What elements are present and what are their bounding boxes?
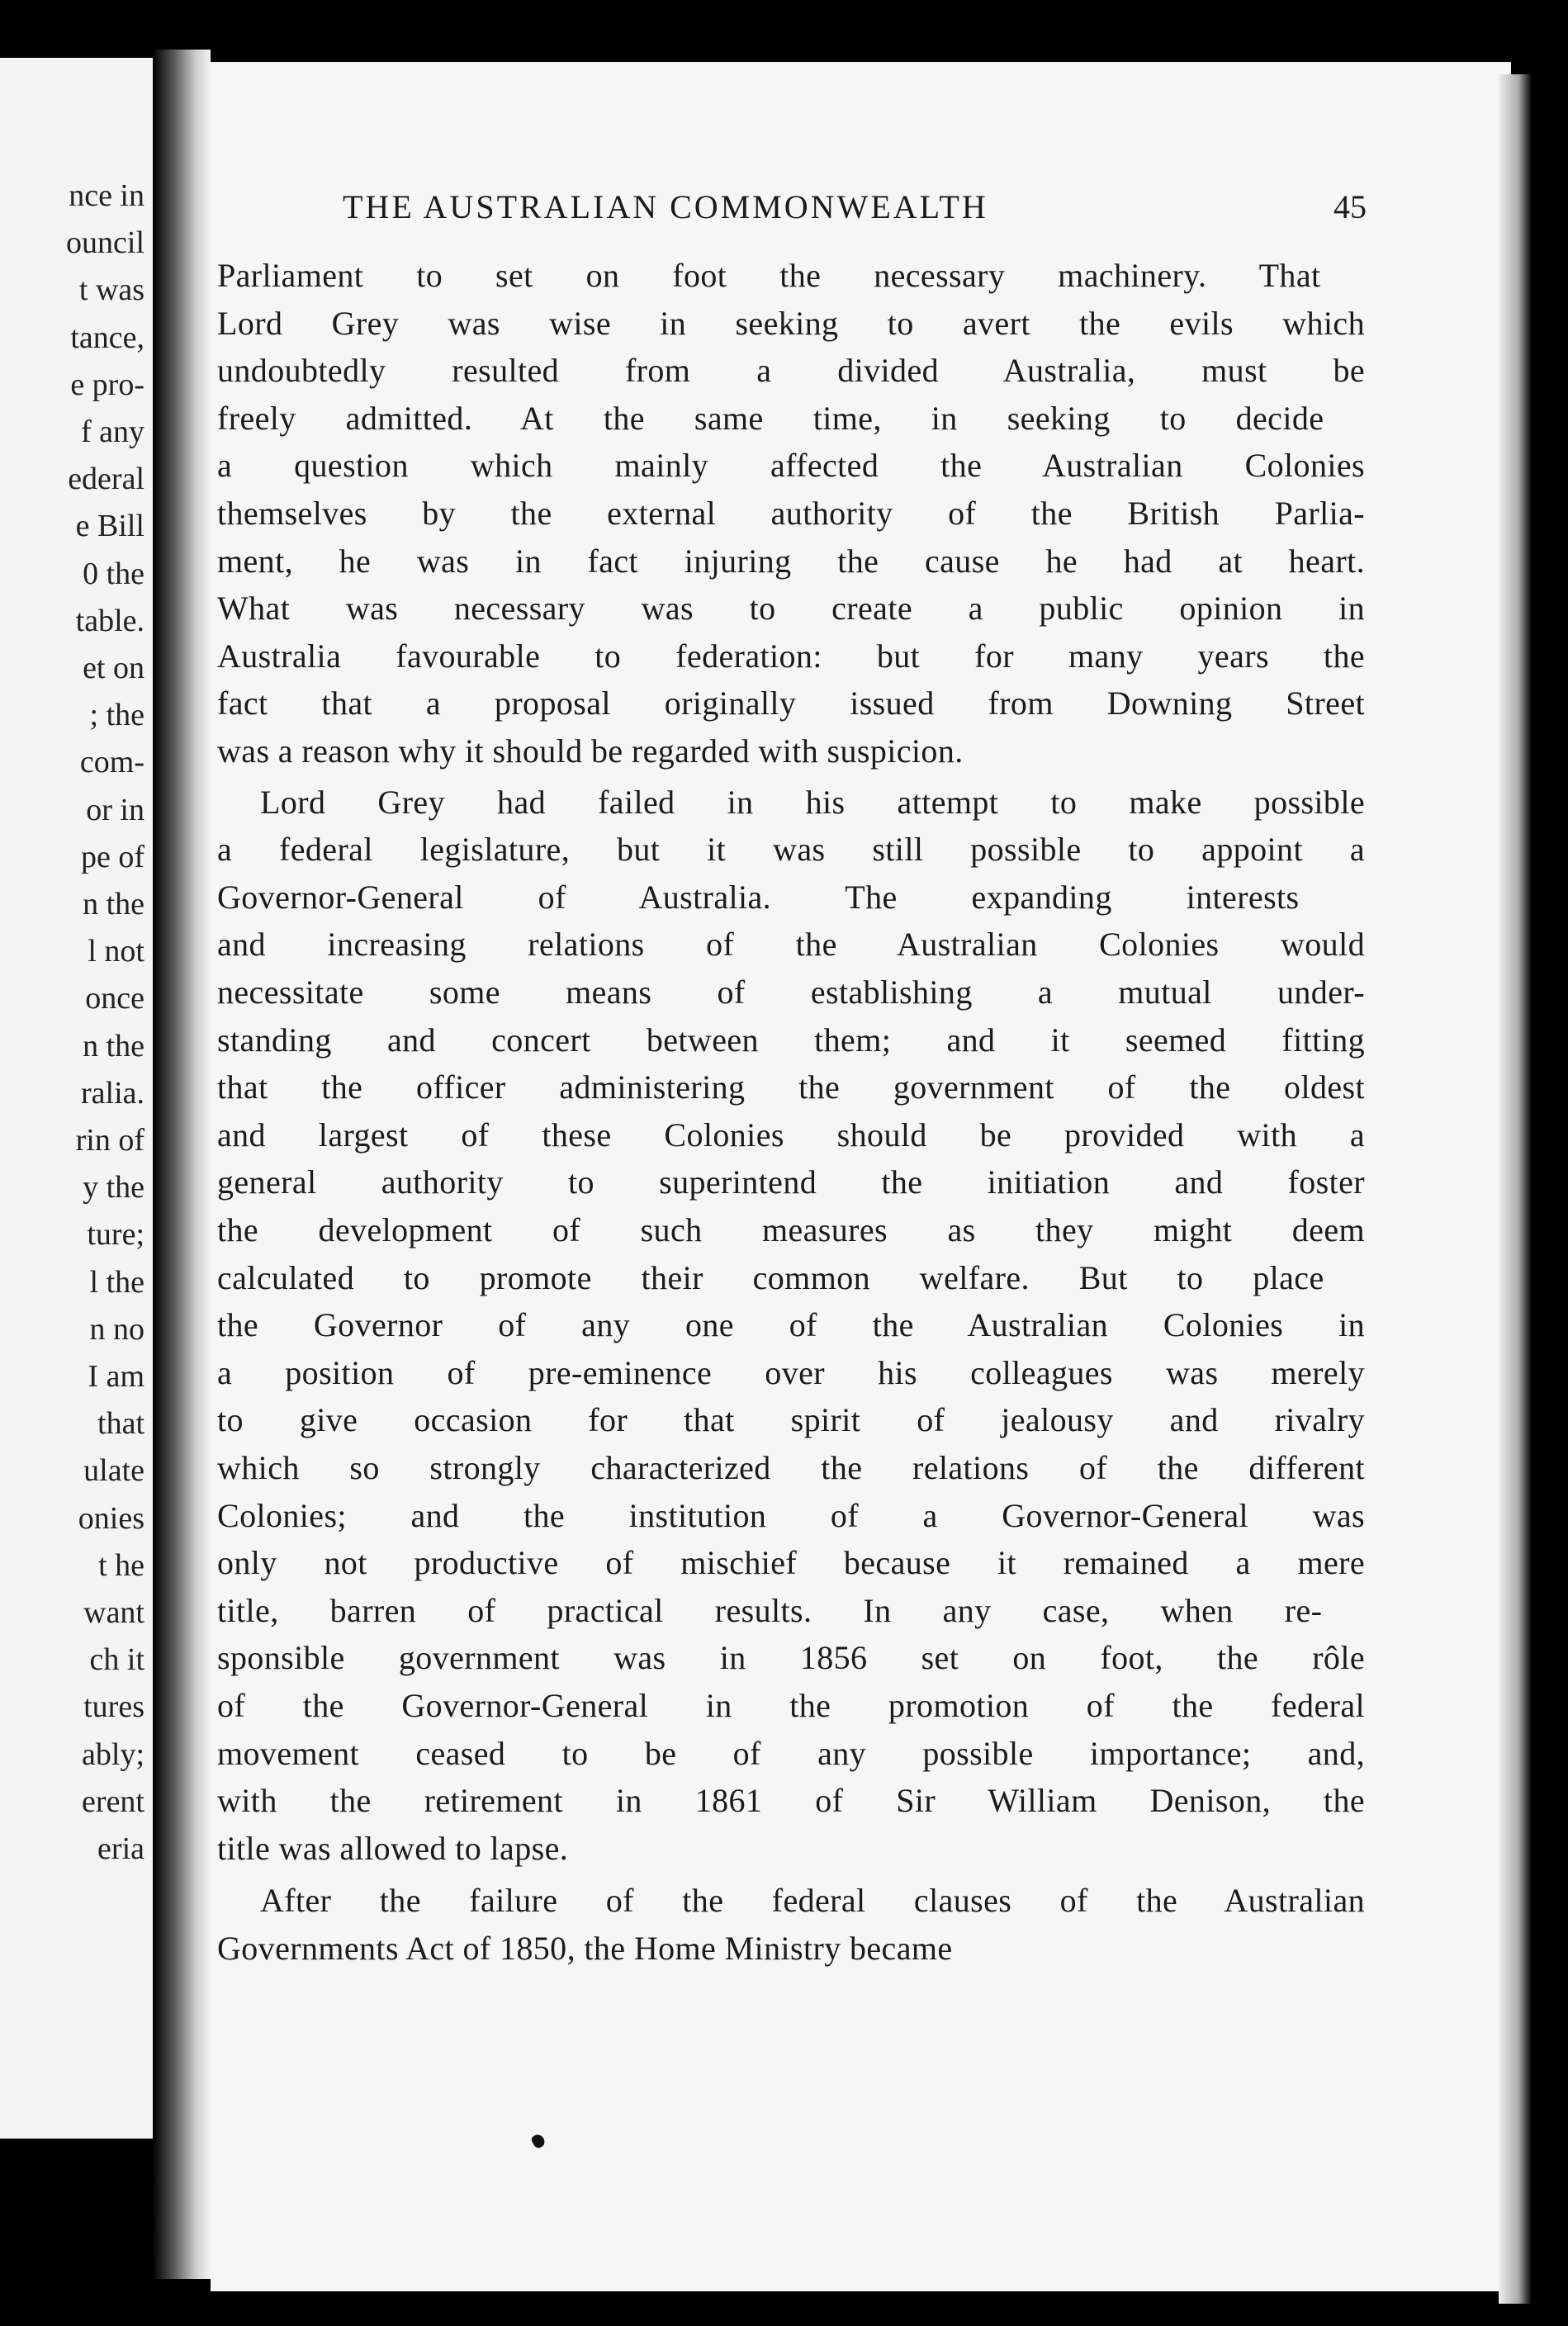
left-page-fragment: y the xyxy=(83,1170,144,1206)
body-line: movement ceased to be of any possible importance; and, xyxy=(217,1734,1365,1772)
body-line: of the Governor-General in the promotion of the federal xyxy=(217,1687,1365,1724)
body-line: ment, he was in fact injuring the cause he had at heart. xyxy=(217,542,1365,580)
left-page-fragment: I am xyxy=(88,1359,144,1394)
left-page-fragment: table. xyxy=(75,603,144,638)
body-line: a federal legislature, but it was still possible to appoint a xyxy=(217,831,1365,869)
body-line: that the officer administering the government of the oldest xyxy=(217,1068,1365,1106)
body-line: Colonies; and the institution of a Governor-General was xyxy=(217,1496,1365,1534)
left-page-fragment: eria xyxy=(97,1831,144,1866)
left-page-fragment: erent xyxy=(82,1784,144,1819)
left-page-fragment: ; the xyxy=(89,698,144,733)
left-page-fragment: ouncil xyxy=(66,225,144,261)
left-page-edge xyxy=(0,58,153,2139)
body-line: and largest of these Colonies should be provided with a xyxy=(217,1116,1365,1154)
body-line: Australia favourable to federation: but for many years the xyxy=(217,637,1365,675)
left-page-fragment: ederal xyxy=(68,462,144,497)
left-page-fragment: t was xyxy=(78,272,144,308)
body-line: calculated to promote their common welfare. But to place xyxy=(217,1258,1324,1296)
left-page-fragment: tance, xyxy=(70,320,144,355)
body-line: a position of pre-eminence over his colleagues was merely xyxy=(217,1353,1365,1391)
left-page-fragment: e pro- xyxy=(70,367,144,402)
body-line: title was allowed to lapse. xyxy=(217,1829,569,1867)
left-page-fragment: once xyxy=(85,981,144,1016)
body-line: undoubtedly resulted from a divided Australia, must be xyxy=(217,352,1365,390)
left-page-fragment: n the xyxy=(83,1028,144,1064)
body-line: only not productive of mischief because it remained a mere xyxy=(217,1544,1365,1582)
body-line: the development of such measures as they might deem xyxy=(217,1211,1365,1248)
body-line: sponsible government was in 1856 set on foot, the rôle xyxy=(217,1639,1365,1677)
left-page-fragment: l not xyxy=(88,934,144,969)
body-line: the Governor of any one of the Australian Colonies in xyxy=(217,1306,1365,1344)
body-line: was a reason why it should be regarded with suspicion. xyxy=(217,732,964,770)
page-edge-shadow xyxy=(1499,74,1532,2304)
body-line: What was necessary was to create a public opinion in xyxy=(217,590,1365,628)
body-line: title, barren of practical results. In any case, when re- xyxy=(217,1591,1323,1629)
left-page-fragment: l the xyxy=(89,1264,144,1300)
left-page-fragment: rin of xyxy=(75,1123,144,1158)
body-line: which so strongly characterized the relations of the different xyxy=(217,1449,1365,1486)
left-page-fragment: n the xyxy=(83,887,144,921)
left-page-fragment: tures xyxy=(83,1689,144,1725)
left-page-fragment: ulate xyxy=(83,1453,144,1489)
body-line: fact that a proposal originally issued from Downing Street xyxy=(217,685,1365,722)
left-page-fragment: ralia. xyxy=(80,1075,144,1111)
left-page-fragment: f any xyxy=(80,415,144,449)
left-page-fragment: that xyxy=(97,1406,144,1442)
left-page-fragment: ably; xyxy=(82,1736,144,1772)
body-line: Governor-General of Australia. The expanding interests xyxy=(217,878,1300,916)
page-number: 45 xyxy=(1334,188,1367,225)
body-line: general authority to superintend the initiation and foster xyxy=(217,1163,1365,1201)
left-page-fragment: e Bill xyxy=(75,509,144,544)
body-line: Governments Act of 1850, the Home Ministry became xyxy=(217,1930,953,1967)
left-page-fragment: or in xyxy=(86,792,144,827)
body-line: Lord Grey was wise in seeking to avert the evils which xyxy=(217,304,1365,342)
body-line: with the retirement in 1861 of Sir William Denison, the xyxy=(217,1782,1365,1820)
running-head-title: THE AUSTRALIAN COMMONWEALTH xyxy=(343,188,988,225)
body-line: freely admitted. At the same time, in seeking to decide xyxy=(217,399,1324,437)
left-page-fragment: onies xyxy=(78,1500,144,1536)
left-page-fragment: nce in xyxy=(69,178,144,213)
body-line: Lord Grey had failed in his attempt to make possible xyxy=(260,783,1365,821)
body-line: to give occasion for that spirit of jealousy and rivalry xyxy=(217,1401,1365,1439)
body-line: After the failure of the federal clauses of the Australian xyxy=(260,1882,1365,1920)
left-page-fragment: pe of xyxy=(80,839,144,874)
left-page-fragment: ch it xyxy=(89,1642,144,1678)
left-page-fragment: n no xyxy=(89,1311,144,1347)
book-gutter xyxy=(153,50,211,2279)
left-page-fragment: want xyxy=(83,1595,144,1630)
left-page-fragment: ture; xyxy=(87,1217,144,1253)
body-line: Parliament to set on foot the necessary machinery. That xyxy=(217,257,1321,294)
body-line: themselves by the external authority of the British Parlia- xyxy=(217,495,1365,532)
left-page-fragment: t he xyxy=(98,1547,144,1583)
body-line: and increasing relations of the Australian Colonies would xyxy=(217,926,1365,964)
body-line: a question which mainly affected the Australian Colonies xyxy=(217,447,1365,485)
left-page-fragment: com- xyxy=(79,745,144,780)
left-page-fragment: 0 the xyxy=(83,556,144,591)
body-line: necessitate some means of establishing a mutual under- xyxy=(217,974,1365,1011)
left-page-fragment: et on xyxy=(83,651,144,685)
body-line: standing and concert between them; and it seemed fitting xyxy=(217,1021,1365,1059)
right-page xyxy=(211,62,1511,2291)
